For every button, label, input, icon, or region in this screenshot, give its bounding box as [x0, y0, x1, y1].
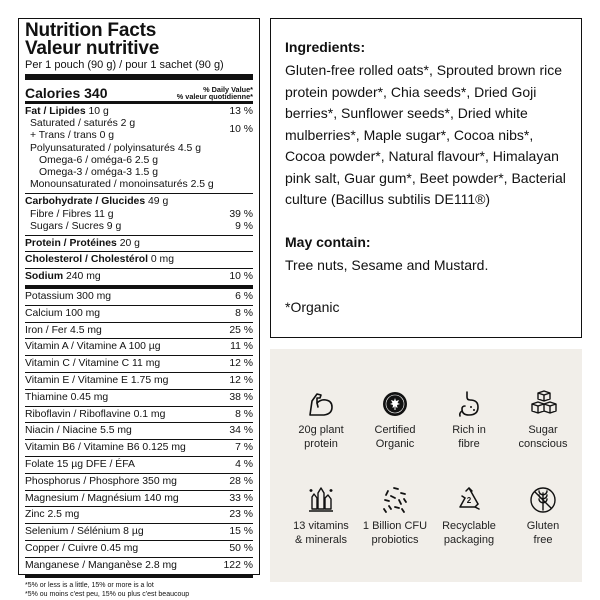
feature-recyclable	[432, 485, 506, 547]
sugars-label: Sugars / Sucres 9 g	[30, 220, 122, 232]
feature-line2: fibre	[458, 438, 480, 450]
nutrient-dv: 38 %	[229, 391, 253, 403]
nutrient-row	[25, 389, 253, 406]
nutrient-label: Magnesium / Magnésium 140 mg	[25, 492, 179, 504]
nutrient-row	[25, 557, 253, 574]
probiotic-bacteria-icon	[380, 485, 410, 515]
vitamin-crystals-icon	[306, 485, 336, 515]
gluten-free-wheat-icon	[528, 485, 558, 515]
nutrient-row	[25, 338, 253, 355]
may-contain-text: Tree nuts, Sesame and Mustard.	[285, 256, 489, 273]
feature-line1: 13 vitamins	[293, 520, 349, 532]
protein-label: Protein / Protéines	[25, 238, 117, 250]
feature-line2: & minerals	[295, 534, 347, 546]
feature-line2: free	[533, 534, 553, 546]
nutrient-label: Vitamin E / Vitamine E 1.75 mg	[25, 375, 169, 387]
omega3-label: Omega-3 / oméga-3 1.5 g	[39, 167, 158, 179]
feature-sugar-conscious	[506, 389, 580, 451]
nutrition-title-fr: Valeur nutritive	[25, 38, 160, 59]
sugars-dv: 9 %	[235, 220, 253, 232]
nutrient-dv: 33 %	[229, 492, 253, 504]
daily-value-header-en: % Daily Value*	[203, 84, 253, 94]
feature-line1: 1 Billion CFU	[362, 520, 428, 532]
nutrient-row	[25, 322, 253, 339]
feature-line2: packaging	[443, 534, 495, 546]
nutrient-row	[25, 456, 253, 473]
calories-row	[25, 80, 253, 104]
feature-line1: Recyclable	[442, 520, 496, 532]
nutrient-row	[25, 506, 253, 523]
feature-line2: probiotics	[371, 534, 419, 546]
poly-row	[25, 143, 253, 155]
feature-line1: Gluten	[526, 520, 560, 532]
nutrient-dv: 28 %	[229, 475, 253, 487]
nutrient-row	[25, 305, 253, 322]
nutrient-dv: 8 %	[235, 307, 253, 319]
sodium-amount: 240 mg	[63, 271, 101, 283]
sugar-cubes-icon	[528, 389, 558, 419]
nutrient-label: Vitamin A / Vitamine A 100 µg	[25, 341, 161, 353]
nutrient-dv: 34 %	[229, 425, 253, 437]
nutrient-row	[25, 355, 253, 372]
nutrient-label: Riboflavin / Riboflavine 0.1 mg	[25, 408, 166, 420]
nutrient-dv: 12 %	[229, 358, 253, 370]
nutrient-row	[25, 422, 253, 439]
mono-row	[25, 179, 253, 191]
fat-label: Fat / Lipides	[25, 106, 86, 117]
fat-amount: 10 g	[85, 106, 109, 117]
sugars-row	[25, 221, 253, 233]
feature-line1: 20g plant	[298, 424, 344, 436]
sodium-label: Sodium	[25, 271, 64, 283]
feature-probiotics	[358, 485, 432, 547]
nutrient-label: Selenium / Sélénium 8 µg	[25, 526, 144, 538]
cholesterol-row	[25, 252, 253, 268]
nutrient-row	[25, 473, 253, 490]
muscle-arm-icon	[306, 389, 336, 419]
nutrient-dv: 12 %	[229, 375, 253, 387]
saturated-row	[25, 118, 253, 130]
nutrient-label: Calcium 100 mg	[25, 307, 101, 319]
footnote	[25, 574, 253, 599]
serving-size: Per 1 pouch (90 g) / pour 1 sachet (90 g)	[25, 59, 224, 71]
may-contain-heading: May contain:	[285, 233, 371, 250]
protein-amount: 20 g	[116, 238, 140, 250]
omega3-row	[25, 167, 253, 179]
nutrient-dv: 15 %	[229, 526, 253, 538]
nutrient-dv: 11 %	[230, 341, 253, 353]
fibre-row	[25, 209, 253, 221]
footnote-fr: *5% ou moins c'est peu, 15% ou plus c'est beaucoup	[25, 590, 190, 598]
nutrient-row	[25, 490, 253, 507]
nutrient-label: Phosphorus / Phosphore 350 mg	[25, 475, 177, 487]
feature-certified-organic	[358, 389, 432, 451]
carb-label: Carbohydrate / Glucides	[25, 196, 146, 208]
footnote-en: *5% or less is a little, 15% or more is a lot	[25, 581, 154, 589]
nutrient-label: Thiamine 0.45 mg	[25, 391, 109, 403]
fibre-dv: 39 %	[229, 208, 253, 220]
features-panel	[270, 349, 582, 582]
calories-value: Calories 340	[25, 85, 108, 101]
cholesterol-amount: 0 mg	[147, 254, 174, 266]
nutrient-label: Zinc 2.5 mg	[25, 509, 80, 521]
sodium-row	[25, 269, 253, 285]
feature-plant-protein	[284, 389, 358, 451]
nutrient-label: Manganese / Manganèse 2.8 mg	[25, 559, 177, 571]
nutrient-row	[25, 406, 253, 423]
nutrient-row	[25, 523, 253, 540]
feature-rich-fibre	[432, 389, 506, 451]
feature-gluten-free	[506, 485, 580, 547]
fibre-label: Fibre / Fibres 11 g	[30, 208, 114, 220]
feature-line2: protein	[304, 438, 338, 450]
trans-label: + Trans / trans 0 g	[30, 130, 115, 142]
recycle-2-icon	[454, 485, 484, 515]
ingredients-panel	[270, 18, 582, 338]
nutrient-label: Iron / Fer 4.5 mg	[25, 324, 102, 336]
certified-organic-icon	[380, 389, 410, 419]
ingredients-heading: Ingredients:	[285, 39, 366, 55]
nutrient-dv: 122 %	[223, 559, 253, 571]
nutrient-label: Copper / Cuivre 0.45 mg	[25, 542, 139, 554]
poly-label: Polyunsaturated / polyinsaturés 4.5 g	[30, 142, 201, 154]
nutrient-label: Potassium 300 mg	[25, 291, 112, 303]
feature-line2: Organic	[375, 438, 415, 450]
organic-note: *Organic	[285, 299, 340, 315]
nutrient-label: Vitamin C / Vitamine C 11 mg	[25, 358, 161, 370]
nutrition-facts-table	[18, 18, 260, 598]
ingredients-text: Gluten-free rolled oats*, Sprouted brown rice protein powder*, Chia seeds*, Dried Goji berries*, Sunflower seeds*, Dried white mulberries*, Maple sugar*, Cocoa nibs*, Cocoa powder*, Natural flavour*, Himalayan pink salt, Guar gum*, Beet powder*, Bacterial culture (Bacillus subtilis DE111®)	[285, 62, 566, 207]
svg-text:2: 2	[466, 496, 472, 505]
nutrient-dv: 6 %	[235, 291, 253, 303]
omega6-row	[25, 155, 253, 167]
cholesterol-label: Cholesterol / Cholestérol	[25, 254, 148, 266]
daily-value-header	[177, 86, 253, 101]
omega6-label: Omega-6 / oméga-6 2.5 g	[39, 154, 158, 166]
protein-row	[25, 236, 253, 251]
nutrient-row	[25, 372, 253, 389]
feature-line1: Rich in	[452, 424, 486, 436]
fat-dv: 13 %	[229, 106, 253, 117]
nutrition-title-en: Nutrition Facts	[25, 20, 157, 41]
nutrient-label: Vitamin B6 / Vitamine B6 0.125 mg	[25, 442, 186, 454]
nutrient-row	[25, 540, 253, 557]
digestion-stomach-icon	[454, 389, 484, 419]
carb-amount: 49 g	[145, 196, 169, 208]
daily-value-header-fr: % valeur quotidienne*	[176, 92, 253, 102]
nutrient-dv: 50 %	[229, 542, 253, 554]
sodium-dv: 10 %	[229, 271, 253, 283]
carb-row	[25, 196, 253, 208]
fat-row	[25, 106, 253, 118]
nutrient-label: Niacin / Niacine 5.5 mg	[25, 425, 132, 437]
nutrient-dv: 8 %	[235, 408, 253, 420]
nutrient-row	[25, 289, 253, 305]
feature-line1: Sugar	[528, 424, 558, 436]
nutrient-row	[25, 439, 253, 456]
nutrient-dv: 4 %	[235, 459, 253, 470]
nutrient-dv: 23 %	[229, 509, 253, 521]
nutrient-label: Folate 15 µg DFE / ÉFA	[25, 459, 135, 470]
nutrient-dv: 7 %	[235, 442, 253, 454]
mono-label: Monounsaturated / monoinsaturés 2.5 g	[30, 179, 214, 191]
vitamins-minerals-list	[25, 285, 253, 574]
feature-vitamins-minerals	[284, 485, 358, 547]
saturated-label: Saturated / saturés 2 g	[30, 118, 136, 130]
nutrient-dv: 25 %	[229, 324, 253, 336]
feature-line1: Certified	[374, 424, 416, 436]
feature-line2: conscious	[518, 438, 568, 450]
saturated-trans-dv: 10 %	[229, 124, 253, 136]
